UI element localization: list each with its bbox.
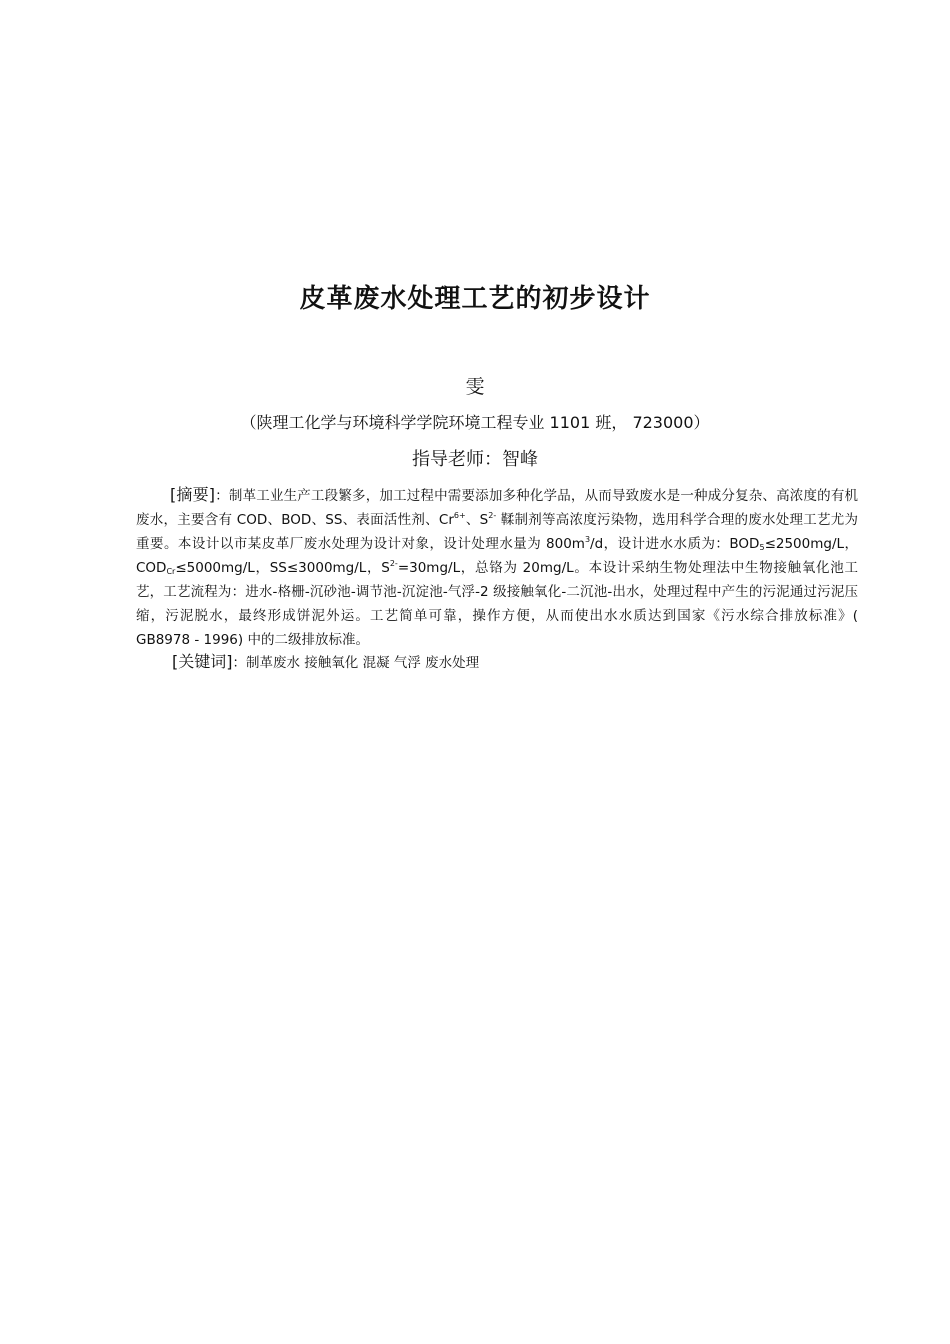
keywords-line [172,650,479,675]
keywords-label: [关键词] [172,652,233,671]
advisor-line: 指导老师：智峰 [412,449,538,470]
sulfide-superscript: 2- [488,511,497,520]
abstract-label: [摘要] [170,485,216,504]
abstract-block [136,483,858,652]
abstract-paragraph [136,483,858,652]
abstract-text-2: 、S [465,512,489,528]
cubic-superscript: 3 [584,535,591,544]
abstract-text-5: ≤2500mg/L，COD [136,536,858,576]
keywords-colon: ： [232,655,246,671]
cod-subscript: Cr [166,567,176,576]
abstract-text-1: 制革工业生产工段繁多，加工过程中需要添加多种化学品，从而导致废水是一种成分复杂、高浓度的有机废水，主要含有 COD、BOD、SS、表面活性剂、Cr [136,488,859,528]
abstract-text-4: /d，设计进水水质为：BOD [590,536,760,552]
paper-title: 皮革废水处理工艺的初步设计 [299,284,651,314]
abstract-text-6: ≤5000mg/L，SS≤3000mg/L，S [175,560,390,576]
bod-subscript: 5 [759,543,765,552]
sulfide-superscript-2: 2- [389,559,398,568]
abstract-text-7: =30mg/L，总铬为 20mg/L。本设计采纳生物处理法中生物接触氧化池工艺，工艺流程为：进水-格栅-沉砂池-调节池-沉淀池-气浮-2 级接触氧化-二沉池-出水，处理过程中产生的污泥通过污泥压缩，污泥脱水，最终形成饼泥外运。工艺简单可靠，操作方便，从而使出水水质达到国家《污水综合排放标准》( GB8978 - 1996) 中的二级排放标准。 [136,560,858,648]
abstract-colon: ： [215,488,229,504]
keywords-text: 制革废水 接触氧化 混凝 气浮 废水处理 [246,655,480,671]
abstract-text-3: 鞣制剂等高浓度污染物，选用科学合理的废水处理工艺尤为重要。本设计以市某皮革厂废水处理为设计对象，设计处理水量为 800m [136,512,858,552]
author-affiliation: （陕理工化学与环境科学学院环境工程专业 1101 班， 723000） [240,413,710,432]
author-name: 雯 [465,376,485,398]
cr-superscript: 6+ [453,511,466,520]
